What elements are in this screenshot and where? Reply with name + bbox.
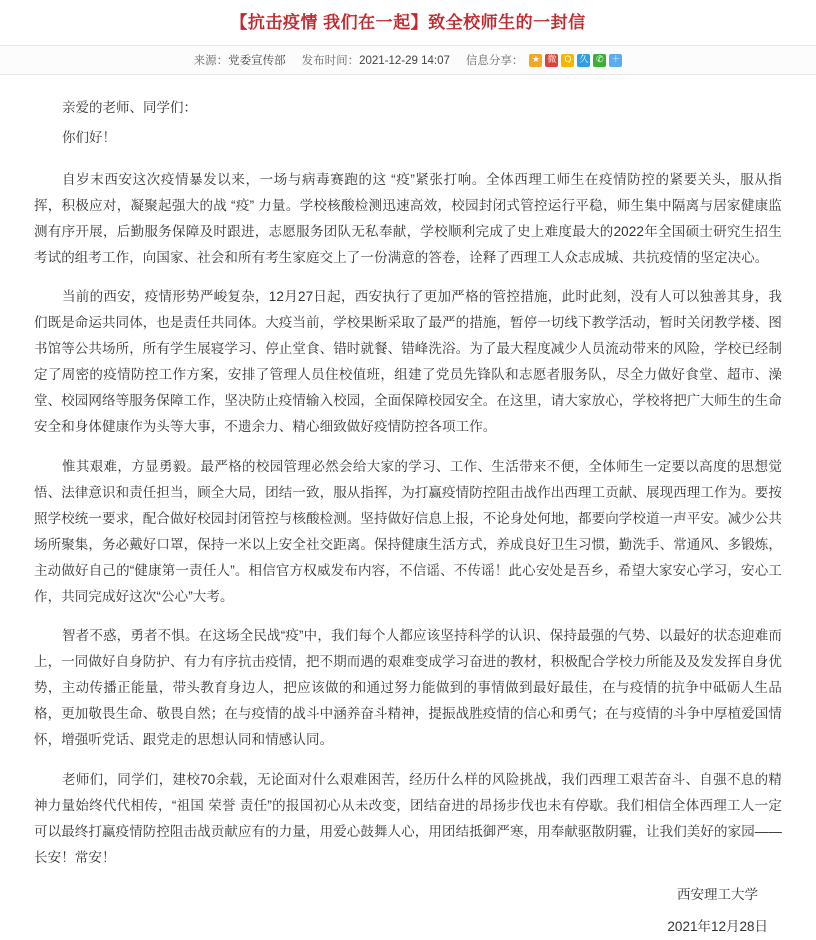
source-label: 来源： (193, 55, 229, 67)
share-group (466, 52, 623, 68)
star-icon[interactable]: ★ (529, 54, 542, 67)
signature-date: 2021年12月28日 (667, 918, 768, 934)
publish-label: 发布时间： (301, 55, 360, 67)
source-value: 党委宣传部 (228, 55, 286, 67)
share-label: 信息分享： (465, 55, 524, 67)
publish-meta (302, 52, 450, 68)
qzone-icon[interactable]: Q (561, 54, 574, 67)
qq-icon[interactable]: 久 (579, 54, 589, 65)
publish-value: 2021-12-29 14:07 (359, 55, 450, 67)
source-meta (194, 52, 286, 68)
paragraph: 自岁末西安这次疫情暴发以来，一场与病毒赛跑的这 “疫”紧张打响。全体西理工师生在疫情防控的紧要关头，服从指挥，积极应对，凝聚起强大的战 “疫” 力量。学校核酸检测迅速高效，校园封闭式管控运行平稳，师生集中隔离与居家健康监测有序开展，后勤服务保障及时跟进，志愿服务团队无私奉献，学校顺利完成了史上难度最大的2022年全国硕士研究生招生考试的组考工作，向国家、社会和所有考生家庭交上了一份满意的答卷，诠释了西理工人众志成城、共抗疫情的坚定决心。 (34, 171, 782, 265)
greeting-line-1: 亲爱的老师、同学们： (62, 100, 197, 115)
article-body (0, 75, 816, 940)
paragraph: 惟其艰难，方显勇毅。最严格的校园管理必然会给大家的学习、工作、生活带来不便，全体师生一定要以高度的思想觉悟、法律意识和责任担当，顾全大局，团结一致，服从指挥，为打赢疫情防控阻击战作出西理工贡献、展现西理工作为。要按照学校统一要求，配合做好校园封闭管控与核酸检测。坚持做好信息上报，不论身处何地，都要向学校道一声平安。减少公共场所聚集，务必戴好口罩，保持一米以上安全社交距离。保持健康生活方式，养成良好卫生习惯，勤洗手、常通风、多锻炼，主动做好自己的“健康第一责任人”。相信官方权威发布内容，不信谣、不传谣！此心安处是吾乡，希望大家安心学习，安心工作，共同完成好这次“公心”大考。 (34, 458, 782, 604)
paragraph: 当前的西安，疫情形势严峻复杂，12月27日起，西安执行了更加严格的管控措施，此时此刻，没有人可以独善其身，我们既是命运共同体，也是责任共同体。大疫当前，学校果断采取了最严的措施，暂停一切线下教学活动，暂时关闭教学楼、图书馆等公共场所，所有学生展寝学习、停止堂食、错时就餐、错峰洗浴。为了最大程度减少人员流动带来的风险，学校已经制定了周密的疫情防控工作方案，安排了管理人员住校值班，组建了党员先锋队和志愿者服务队，尽全力做好食堂、超市、澡堂、校园网络等服务保障工作，坚决防止疫情输入校园，全面保障校园安全。在这里，请大家放心，学校将把广大师生的生命安全和身体健康作为头等大事，不遗余力、精心细致做好疫情防控各项工作。 (34, 289, 782, 434)
sina-weibo-icon[interactable]: 微 (547, 54, 557, 65)
more-share-icon[interactable]: ＋ (611, 54, 621, 65)
greeting-line-2: 你们好！ (62, 130, 116, 145)
paragraph: 老师们，同学们，建校70余载，无论面对什么艰难困苦，经历什么样的风险挑战，我们西理工艰苦奋斗、自强不息的精神力量始终代代相传，“祖国 荣誉 责任”的报国初心从未改变，团结奋进的昂扬步伐也未有停歇。我们相信全体西理工人一定可以最终打赢疫情防控阻击战贡献应有的力量，用爱心鼓舞人心，用团结抵御严寒，用奉献驱散阴霾，让我们美好的家园——长安！常安！ (34, 771, 782, 865)
signature: 西安理工大学 (677, 886, 758, 902)
wechat-icon[interactable]: ✆ (593, 54, 606, 67)
page-title: 【抗击疫情 我们在一起】致全校师生的一封信 (230, 13, 586, 32)
article-meta-bar (0, 45, 816, 75)
paragraph: 智者不惑，勇者不惧。在这场全民战“疫”中，我们每个人都应该坚持科学的认识、保持最强的气势、以最好的状态迎难而上，一同做好自身防护、有力有序抗击疫情，把不期而遇的艰难变成学习奋进的教材，积极配合学校力所能及及发发挥自身优势，主动传播正能量，带头教育身边人，把应该做的和通过努力能做到的事情做到最好最佳，在与疫情的抗争中砥砺人生品格，更加敬畏生命、敬畏自然；在与疫情的战斗中涵养奋斗精神，提振战胜疫情的信心和勇气；在与疫情的斗争中厚植爱国情怀，增强听党话、跟党走的思想认同和情感认同。 (34, 628, 782, 747)
